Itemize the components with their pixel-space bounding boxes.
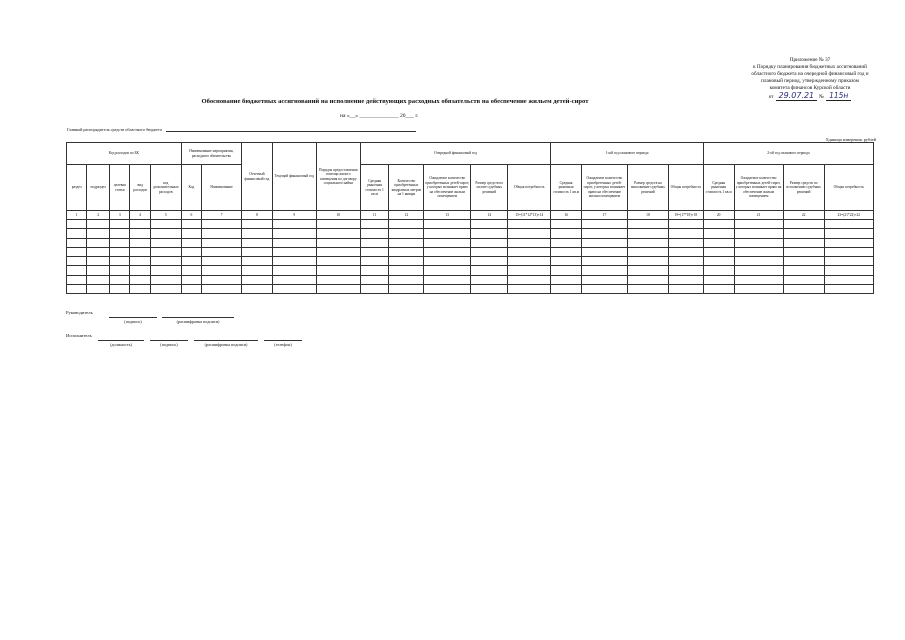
table-cell[interactable] [734,285,783,294]
head-label: Руководитель [66,310,93,315]
th-kbk-subsection: подраздел [87,165,110,211]
exec-sign-field[interactable]: (подпись) [150,340,188,347]
table-cell[interactable] [703,275,734,284]
approval-stamp [730,57,890,101]
table-cell[interactable] [471,257,508,266]
table-cell[interactable] [734,238,783,247]
table-cell[interactable] [360,247,389,256]
column-number-cell: 18 [627,211,668,220]
column-number-cell: 8 [242,211,273,220]
table-cell[interactable] [581,220,627,229]
th-obligations-code: Код [181,165,201,211]
table-cell[interactable] [508,275,551,284]
table-cell[interactable] [316,275,360,284]
th-next-expected: Ожидаемое количество приобретенных детей-сирот, у которых возникает право на обеспечение жилым помещением [424,165,471,211]
th-plan1-court: Размер средств на выполнение судебных решений [627,165,668,211]
approval-date-number [730,92,890,101]
table-cell[interactable] [181,229,201,238]
table-cell[interactable] [581,285,627,294]
column-number-cell: 15=(11*12*13)+14 [508,211,551,220]
th-next-avg-cost: Средняя рыночная стоимость 1 кв.м [360,165,389,211]
table-cell[interactable] [824,285,873,294]
table-cell[interactable] [424,266,471,275]
table-cell[interactable] [703,266,734,275]
column-number-cell: 7 [202,211,242,220]
column-number-cell: 13 [424,211,471,220]
table-cell[interactable] [668,275,703,284]
th-report-year: Отчетный финансовый год [242,143,273,211]
table-cell[interactable] [668,247,703,256]
approval-line-4: плановый период, утвержденному приказом [761,78,859,84]
th-plan1-avg-cost: Средняя рыночная стоимость 1 кв.м [551,165,582,211]
org-label: Главный распорядитель средств областного бюджета [67,127,162,132]
th-plan2-group: 2-ой год планового периода [703,143,873,165]
table-cell[interactable] [109,285,129,294]
table-cell[interactable] [272,285,316,294]
table-cell[interactable] [508,257,551,266]
table-cell[interactable] [272,257,316,266]
table-row [67,266,874,275]
table-cell[interactable] [389,257,424,266]
table-cell[interactable] [508,285,551,294]
approval-line-5: комитета финансов Курской области [769,85,851,91]
table-cell[interactable] [202,257,242,266]
table-cell[interactable] [551,220,582,229]
table-cell[interactable] [668,220,703,229]
table-cell[interactable] [627,285,668,294]
table-cell[interactable] [783,257,824,266]
table-cell[interactable] [668,229,703,238]
th-obligations-group: Наименование мероприятия, расходного обязательства [181,143,241,165]
table-cell[interactable] [272,229,316,238]
table-cell[interactable] [150,247,181,256]
table-cell[interactable] [360,266,389,275]
th-plan1-expected: Ожидаемое количество приобретенных детей-сирот, у которых возникает право на обеспечение жилым помещением [581,165,627,211]
table-cell[interactable] [581,257,627,266]
table-cell[interactable] [424,238,471,247]
column-number-cell: 19=(17*18)+18 [668,211,703,220]
table-cell[interactable] [734,229,783,238]
table-cell[interactable] [87,257,110,266]
table-cell[interactable] [109,238,129,247]
table-cell[interactable] [508,229,551,238]
approval-date: 29.07.21 [776,92,818,101]
table-cell[interactable] [109,266,129,275]
table-cell[interactable] [67,285,87,294]
table-cell[interactable] [109,275,129,284]
units-label: Единица измерения: рублей [826,137,876,142]
table-cell[interactable] [424,247,471,256]
table-cell[interactable] [360,257,389,266]
table-cell[interactable] [130,220,150,229]
table-cell[interactable] [508,220,551,229]
th-plan2-expected: Ожидаемое количество приобретенных детей-сирот, у которых возникает право на обеспечение жилым помещением [734,165,783,211]
table-cell[interactable] [272,266,316,275]
table-cell[interactable] [130,275,150,284]
table-cell[interactable] [627,275,668,284]
head-sign-field[interactable]: (подпись) [109,317,157,324]
table-cell[interactable] [783,238,824,247]
table-cell[interactable] [508,247,551,256]
table-cell[interactable] [703,238,734,247]
approval-line-3: областного бюджета на очередной финансовый год и [751,71,869,77]
column-number-cell: 9 [272,211,316,220]
table-cell[interactable] [67,238,87,247]
table-cell[interactable] [272,247,316,256]
table-cell[interactable] [181,266,201,275]
table-cell[interactable] [703,257,734,266]
table-cell[interactable] [242,247,273,256]
exec-signature-row [66,333,326,349]
column-number-cell: 2 [87,211,110,220]
table-cell[interactable] [109,229,129,238]
table-cell[interactable] [242,238,273,247]
table-cell[interactable] [87,238,110,247]
table-cell[interactable] [181,275,201,284]
exec-label: Исполнитель [66,333,92,338]
table-cell[interactable] [360,275,389,284]
table-cell[interactable] [734,266,783,275]
table-cell[interactable] [67,275,87,284]
table-cell[interactable] [581,238,627,247]
table-cell[interactable] [316,220,360,229]
table-cell[interactable] [389,220,424,229]
table-cell[interactable] [668,238,703,247]
th-plan1-total: Общая потребность [668,165,703,211]
table-cell[interactable] [181,257,201,266]
table-cell[interactable] [824,247,873,256]
exec-position-field[interactable]: (должность) [98,340,144,347]
head-signature-row [66,310,296,326]
table-cell[interactable] [150,266,181,275]
table-cell[interactable] [181,220,201,229]
table-cell[interactable] [67,247,87,256]
table-row [67,238,874,247]
table-cell[interactable] [551,275,582,284]
table-cell[interactable] [130,238,150,247]
column-number-cell: 11 [360,211,389,220]
table-cell[interactable] [202,285,242,294]
table-cell[interactable] [824,238,873,247]
head-name-field[interactable]: (расшифровка подписи) [162,317,234,324]
table-cell[interactable] [734,247,783,256]
table-cell[interactable] [87,266,110,275]
table-cell[interactable] [627,238,668,247]
table-cell[interactable] [242,257,273,266]
table-cell[interactable] [581,247,627,256]
table-cell[interactable] [316,285,360,294]
th-kosgu: код дополнительных расходов [150,165,181,211]
table-cell[interactable] [109,257,129,266]
table-cell[interactable] [424,285,471,294]
table-row [67,220,874,229]
table-cell[interactable] [389,285,424,294]
table-cell[interactable] [783,266,824,275]
table-cell[interactable] [668,257,703,266]
table-cell[interactable] [783,220,824,229]
column-number-cell: 17 [581,211,627,220]
table-cell[interactable] [703,220,734,229]
approval-line-1: Приложение № 37 [789,57,831,63]
column-number-cell: 5 [150,211,181,220]
table-cell[interactable] [87,285,110,294]
table-cell[interactable] [824,266,873,275]
th-kbk-target: целевая статья [109,165,129,211]
table-cell[interactable] [668,266,703,275]
column-number-cell: 23=(21*22)+22 [824,211,873,220]
table-cell[interactable] [360,238,389,247]
table-cell[interactable] [150,257,181,266]
table-cell[interactable] [703,247,734,256]
table-cell[interactable] [471,238,508,247]
budget-table [66,142,874,294]
table-row [67,275,874,284]
table-cell[interactable] [130,285,150,294]
th-plan2-total: Общая потребность [824,165,873,211]
table-cell[interactable] [242,266,273,275]
table-cell[interactable] [316,257,360,266]
th-plan2-court: Размер средств по исполнению судебных решений [783,165,824,211]
table-cell[interactable] [389,275,424,284]
table-cell[interactable] [551,229,582,238]
document-title: Обоснование бюджетных ассигнований на исполнение действующих расходных обязательств на обеспечение жильем детей-сирот [201,98,589,105]
table-cell[interactable] [360,220,389,229]
table-cell[interactable] [389,266,424,275]
table-cell[interactable] [471,285,508,294]
table-cell[interactable] [783,275,824,284]
table-cell[interactable] [627,220,668,229]
column-number-cell: 14 [471,211,508,220]
approval-line-2: к Порядку планирования бюджетных ассигнований [753,64,867,70]
th-next-year-group: Очередной финансовый год [360,143,550,165]
table-row [67,229,874,238]
table-cell[interactable] [551,238,582,247]
exec-name-field[interactable]: (расшифровка подписи) [194,340,258,347]
table-cell[interactable] [824,275,873,284]
table-cell[interactable] [424,257,471,266]
column-number-cell: 10 [316,211,360,220]
column-number-cell: 21 [734,211,783,220]
table-cell[interactable] [87,220,110,229]
table-cell[interactable] [703,229,734,238]
table-cell[interactable] [551,247,582,256]
table-cell[interactable] [181,285,201,294]
table-cell[interactable] [87,247,110,256]
table-cell[interactable] [581,229,627,238]
table-cell[interactable] [242,220,273,229]
th-next-court: Размер средств по оплате судебных решений [471,165,508,211]
column-number-cell: 6 [181,211,201,220]
table-cell[interactable] [181,238,201,247]
table-cell[interactable] [783,247,824,256]
table-cell[interactable] [389,238,424,247]
column-number-cell: 1 [67,211,87,220]
table-cell[interactable] [471,275,508,284]
th-current-year: Текущий финансовый год [272,143,316,211]
column-number-cell: 22 [783,211,824,220]
table-cell[interactable] [508,238,551,247]
table-cell[interactable] [627,257,668,266]
table-cell[interactable] [150,285,181,294]
table-cell[interactable] [783,285,824,294]
th-next-total: Общая потребность [508,165,551,211]
column-number-cell: 4 [130,211,150,220]
table-cell[interactable] [150,238,181,247]
approval-number-prefix: № [819,94,825,100]
column-number-cell: 16 [551,211,582,220]
th-next-sqm-count: Количество приобретенных квадратных метров на 1 января [389,165,424,211]
table-cell[interactable] [581,275,627,284]
table-cell[interactable] [824,229,873,238]
table-cell[interactable] [109,247,129,256]
table-cell[interactable] [202,238,242,247]
table-cell[interactable] [360,229,389,238]
table-cell[interactable] [734,220,783,229]
table-cell[interactable] [389,229,424,238]
table-cell[interactable] [242,285,273,294]
table-cell[interactable] [181,247,201,256]
th-benefit-order: Порядок предоставления помощи жилого помещения по договору социального найма [316,143,360,211]
table-cell[interactable] [734,275,783,284]
table-cell[interactable] [627,266,668,275]
exec-phone-field[interactable]: (телефон) [264,340,302,347]
org-line [67,127,416,132]
column-number-cell: 12 [389,211,424,220]
table-cell[interactable] [316,229,360,238]
table-cell[interactable] [471,266,508,275]
table-cell[interactable] [734,257,783,266]
table-cell[interactable] [67,229,87,238]
table-cell[interactable] [242,229,273,238]
column-number-cell: 20 [703,211,734,220]
approval-date-prefix: от [768,94,774,100]
table-cell[interactable] [508,266,551,275]
th-plan1-group: 1-ый год планового периода [551,143,704,165]
table-cell[interactable] [150,229,181,238]
table-cell[interactable] [824,257,873,266]
th-kbk-group: Код расходов по БК [67,143,182,165]
document-date-line: на «__» ______________ 20___ г. [340,113,419,119]
table-cell[interactable] [202,220,242,229]
table-cell[interactable] [783,229,824,238]
table-cell[interactable] [424,229,471,238]
table-cell[interactable] [130,229,150,238]
table-row [67,285,874,294]
org-field[interactable] [166,131,416,132]
table-cell[interactable] [627,247,668,256]
table-cell[interactable] [424,220,471,229]
table-cell[interactable] [581,266,627,275]
table-cell[interactable] [389,247,424,256]
table-cell[interactable] [627,229,668,238]
table-cell[interactable] [87,229,110,238]
table-cell[interactable] [202,266,242,275]
table-cell[interactable] [272,238,316,247]
table-cell[interactable] [703,285,734,294]
table-cell[interactable] [551,285,582,294]
column-numbers-row [67,211,874,220]
table-cell[interactable] [150,220,181,229]
table-cell[interactable] [551,266,582,275]
table-cell[interactable] [242,275,273,284]
table-cell[interactable] [109,220,129,229]
table-cell[interactable] [424,275,471,284]
table-cell[interactable] [551,257,582,266]
table-row [67,247,874,256]
table-cell[interactable] [668,285,703,294]
approval-number: 115н [826,92,851,101]
th-kbk-section: раздел [67,165,87,211]
th-obligations-name: Наименование [202,165,242,211]
column-number-cell: 3 [109,211,129,220]
th-plan2-avg-cost: Средняя рыночная стоимость 1 кв.м [703,165,734,211]
table-cell[interactable] [150,275,181,284]
th-kbk-vr: вид расходов [130,165,150,211]
table-cell[interactable] [202,275,242,284]
table-cell[interactable] [316,238,360,247]
table-cell[interactable] [272,275,316,284]
table-cell[interactable] [316,247,360,256]
table-row [67,257,874,266]
table-cell[interactable] [130,257,150,266]
table-cell[interactable] [316,266,360,275]
table-body [67,220,874,294]
table-cell[interactable] [67,220,87,229]
table-cell[interactable] [272,220,316,229]
table-cell[interactable] [130,266,150,275]
table-cell[interactable] [471,247,508,256]
table-cell[interactable] [202,247,242,256]
table-cell[interactable] [360,285,389,294]
table-cell[interactable] [471,229,508,238]
table-cell[interactable] [824,220,873,229]
table-cell[interactable] [67,266,87,275]
table-cell[interactable] [202,229,242,238]
table-cell[interactable] [87,275,110,284]
table-cell[interactable] [67,257,87,266]
table-cell[interactable] [471,220,508,229]
table-cell[interactable] [130,247,150,256]
